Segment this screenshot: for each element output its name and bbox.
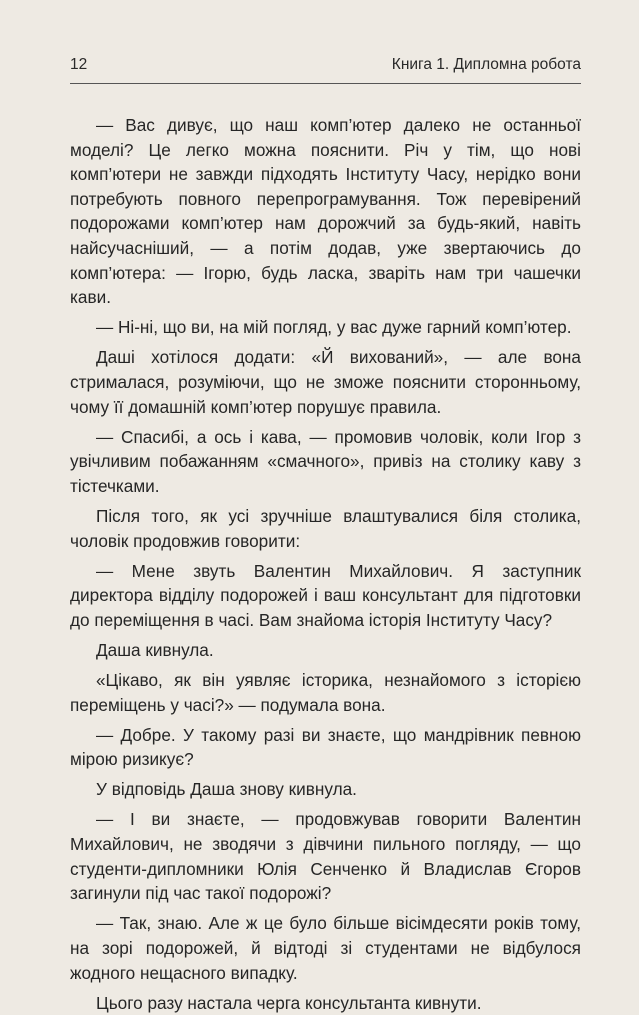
page-header — [70, 56, 581, 74]
body-text — [70, 113, 581, 1015]
paragraph: «Цікаво, як він уявляє історика, незнайомого з історією переміщень у часі?» — подумала вона. — [70, 669, 581, 715]
running-title: Книга 1. Дипломна робота — [391, 56, 581, 73]
paragraph: У відповідь Даша знову кивнула. — [96, 779, 357, 800]
paragraph: — І ви знаєте, — продовжував говорити Валентин Михайлович, не зводячи з дівчини пильного погляду, — що студенти-дипломники Юлія Сенченко й Владислав Єгоров загинули під час такої подорожі? — [70, 809, 581, 904]
paragraph: — Мене звуть Валентин Михайлович. Я заступник директора відділу подорожей і ваш консультант для підготовки до переміщення в часі. Вам знайома історія Інституту Часу? — [70, 560, 581, 630]
paragraph: — Добре. У такому разі ви знаєте, що мандрівник певною мірою ризикує? — [70, 724, 581, 770]
paragraph: — Так, знаю. Але ж це було більше вісімдесяти років тому, на зорі подорожей, й відтоді зі студентами не відбулося жодного нещасного випадку. — [70, 913, 581, 983]
paragraph: — Ні-ні, що ви, на мій погляд, у вас дуже гарний комп’ютер. — [96, 317, 572, 338]
paragraph: — Спасибі, а ось і кава, — промовив чоловік, коли Ігор з увічливим побажанням «смачного», привіз на столику каву з тістечками. — [70, 426, 581, 496]
header-divider — [70, 83, 581, 84]
paragraph: — Вас дивує, що наш комп’ютер далеко не останньої моделі? Це легко можна пояснити. Річ у тім, що нові комп’ютери не завжди підходять Інституту Часу, нерідко вони потребують повного перепрограмування. Тож перевірений подорожами комп’ютер нам дорожчий за будь-який, навіть найсучасніший, — а потім додав, уже звертаючись до комп’ютера: — Ігорю, будь ласка, зваріть нам три чашечки кави. — [70, 115, 581, 308]
paragraph: Після того, як усі зручніше влаштувалися біля столика, чоловік продовжив говорити: — [70, 505, 581, 551]
page-number: 12 — [70, 56, 88, 73]
paragraph: Даша кивнула. — [96, 639, 214, 660]
paragraph: Цього разу настала черга консультанта кивнути. — [96, 992, 482, 1013]
paragraph: Даші хотілося додати: «Й вихований», — але вона стрималася, розуміючи, що не зможе пояснити сторонньому, чому її домашній комп’ютер порушує правила. — [70, 347, 581, 417]
